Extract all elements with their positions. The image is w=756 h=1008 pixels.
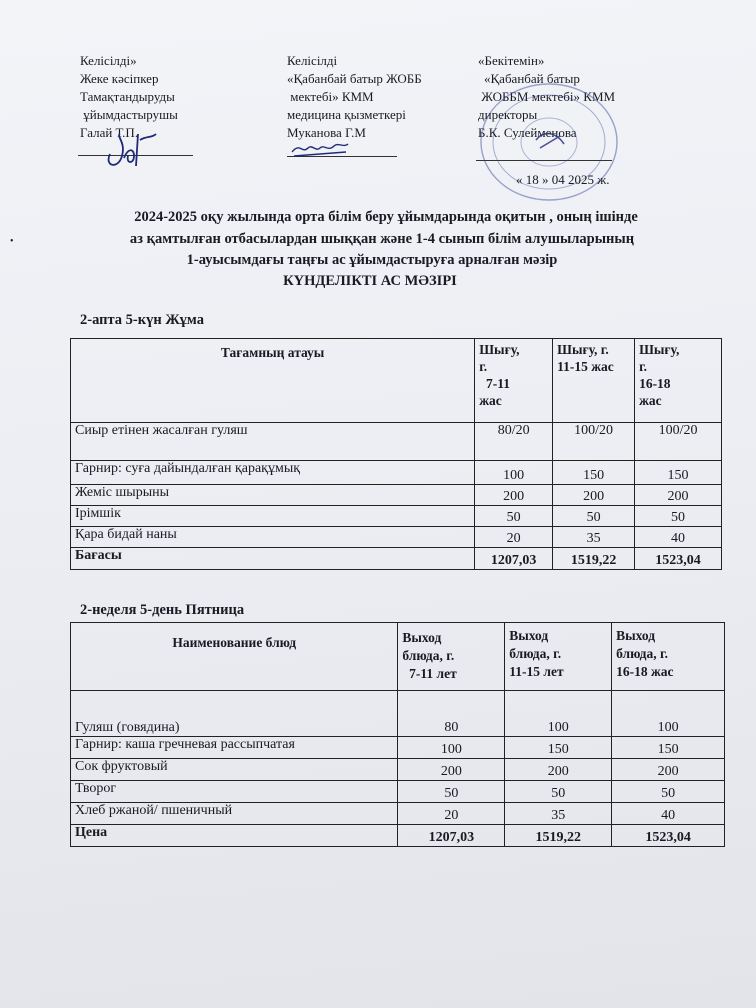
header-text: 16-18 bbox=[639, 376, 671, 391]
yield-value: 100 bbox=[398, 737, 505, 759]
document-title-line-2: аз қамтылған отбасылардан шыққан және 1-4 сынып білім алушыларының bbox=[129, 231, 635, 247]
yield-value: 50 bbox=[505, 781, 612, 803]
yield-value: 80/20 bbox=[475, 423, 553, 461]
price-value: 1519,22 bbox=[553, 548, 635, 570]
yield-value: 150 bbox=[635, 461, 722, 485]
total-label: Цена bbox=[71, 825, 398, 847]
header-text: жас bbox=[479, 393, 502, 408]
column-header-yield-11-15 bbox=[553, 339, 635, 423]
yield-value: 100 bbox=[475, 461, 553, 485]
dish-name: Гуляш (говядина) bbox=[71, 691, 398, 737]
yield-value: 50 bbox=[635, 506, 722, 527]
yield-value: 150 bbox=[505, 737, 612, 759]
approval-line: ұйымдастырушы bbox=[80, 107, 178, 122]
header-text: Выход bbox=[402, 630, 442, 645]
approval-line: мектебі» КММ bbox=[287, 89, 374, 104]
approval-date: « 18 » 04 2025 ж. bbox=[516, 172, 610, 187]
approval-line: Келісілді bbox=[287, 53, 338, 68]
dish-name: Жеміс шырыны bbox=[71, 485, 475, 506]
dish-name: Гарнир: суға дайындалған қарақұмық bbox=[71, 461, 475, 485]
yield-value: 200 bbox=[553, 485, 635, 506]
table-row bbox=[71, 423, 722, 461]
table-row bbox=[71, 759, 725, 781]
header-text: 11-15 жас bbox=[557, 359, 614, 374]
yield-value: 200 bbox=[635, 485, 722, 506]
table-header-row bbox=[71, 339, 722, 423]
approval-block-medic bbox=[287, 52, 422, 142]
column-header-yield-11-15 bbox=[505, 623, 612, 691]
yield-value: 40 bbox=[612, 803, 725, 825]
approval-line: ЖОББМ мектебі» КММ bbox=[478, 89, 616, 104]
table-header-row bbox=[71, 623, 725, 691]
column-header-name: Тағамның атауы bbox=[71, 339, 475, 423]
approval-line: Келісілді» bbox=[80, 53, 137, 68]
column-header-yield-16-18 bbox=[612, 623, 725, 691]
price-value: 1519,22 bbox=[505, 825, 612, 847]
yield-value: 200 bbox=[505, 759, 612, 781]
table-row bbox=[71, 506, 722, 527]
header-text: 16-18 жас bbox=[616, 664, 674, 679]
kz-menu-table bbox=[70, 338, 722, 570]
yield-value: 100/20 bbox=[553, 423, 635, 461]
header-text: Шығу, bbox=[479, 342, 520, 357]
document-title-line-3: 1-ауысымдағы таңғы ас ұйымдастыруға арналған мәзір bbox=[186, 252, 558, 268]
ru-menu-table bbox=[70, 622, 725, 847]
yield-value: 150 bbox=[612, 737, 725, 759]
official-seal-icon bbox=[474, 78, 624, 208]
approval-line: Б.К. Сулейменова bbox=[478, 125, 577, 140]
table-row bbox=[71, 803, 725, 825]
yield-value: 200 bbox=[612, 759, 725, 781]
yield-value: 100/20 bbox=[635, 423, 722, 461]
header-text: г. bbox=[639, 359, 648, 374]
approval-line: Тамақтандыруды bbox=[80, 89, 175, 104]
dish-name: Қара бидай наны bbox=[71, 527, 475, 548]
header-text: Выход bbox=[616, 628, 656, 643]
approval-line: «Қабанбай батыр bbox=[484, 71, 580, 86]
header-text: г. bbox=[479, 359, 488, 374]
margin-dot: • bbox=[10, 236, 14, 247]
approval-line: «Қабанбай батыр ЖОББ bbox=[287, 71, 422, 86]
signature-icon bbox=[290, 138, 350, 160]
header-text: 7-11 лет bbox=[402, 666, 457, 681]
yield-value: 35 bbox=[505, 803, 612, 825]
yield-value: 150 bbox=[553, 461, 635, 485]
header-text: 11-15 лет bbox=[509, 664, 564, 679]
yield-value: 80 bbox=[398, 691, 505, 737]
yield-value: 50 bbox=[553, 506, 635, 527]
header-text: Шығу, bbox=[639, 342, 680, 357]
price-value: 1207,03 bbox=[398, 825, 505, 847]
dish-name: Ірімшік bbox=[71, 506, 475, 527]
kz-day-label: 2-апта 5-күн Жұма bbox=[80, 312, 204, 328]
header-text: блюда, г. bbox=[402, 648, 455, 663]
dish-name: Хлеб ржаной/ пшеничный bbox=[71, 803, 398, 825]
header-text: блюда, г. bbox=[509, 646, 562, 661]
yield-value: 20 bbox=[398, 803, 505, 825]
column-header-yield-16-18 bbox=[635, 339, 722, 423]
table-total-row bbox=[71, 548, 722, 570]
document-title-line-4: КҮНДЕЛІКТІ АС МӘЗІРІ bbox=[283, 273, 457, 289]
header-text: 7-11 bbox=[479, 376, 510, 391]
header-text: Шығу, г. bbox=[557, 342, 609, 357]
yield-value: 200 bbox=[475, 485, 553, 506]
table-row bbox=[71, 527, 722, 548]
header-text: Выход bbox=[509, 628, 549, 643]
column-header-yield-7-11 bbox=[398, 623, 505, 691]
column-header-name: Наименование блюд bbox=[71, 623, 398, 691]
ru-day-label: 2-неделя 5-день Пятница bbox=[80, 602, 245, 618]
approval-line: Жеке кәсіпкер bbox=[80, 71, 159, 86]
yield-value: 100 bbox=[612, 691, 725, 737]
approval-line: «Бекітемін» bbox=[478, 53, 545, 68]
document-title-line-1: 2024-2025 оқу жылында орта білім беру ұйымдарында оқитын , оның ішінде bbox=[134, 209, 638, 225]
yield-value: 50 bbox=[612, 781, 725, 803]
table-row bbox=[71, 485, 722, 506]
yield-value: 100 bbox=[505, 691, 612, 737]
total-label: Бағасы bbox=[71, 548, 475, 570]
yield-value: 20 bbox=[475, 527, 553, 548]
approval-line: Галай Т.П. bbox=[80, 125, 139, 140]
table-row bbox=[71, 737, 725, 759]
approval-line: Муканова Г.М bbox=[287, 125, 366, 140]
yield-value: 35 bbox=[553, 527, 635, 548]
dish-name: Творог bbox=[71, 781, 398, 803]
price-value: 1523,04 bbox=[612, 825, 725, 847]
header-text: жас bbox=[639, 393, 662, 408]
table-total-row bbox=[71, 825, 725, 847]
dish-name: Гарнир: каша гречневая рассыпчатая bbox=[71, 737, 398, 759]
yield-value: 200 bbox=[398, 759, 505, 781]
yield-value: 40 bbox=[635, 527, 722, 548]
table-row bbox=[71, 691, 725, 737]
header-text: блюда, г. bbox=[616, 646, 668, 661]
price-value: 1523,04 bbox=[635, 548, 722, 570]
approval-line: медицина қызметкері bbox=[287, 107, 406, 122]
price-value: 1207,03 bbox=[475, 548, 553, 570]
yield-value: 50 bbox=[475, 506, 553, 527]
column-header-yield-7-11 bbox=[475, 339, 553, 423]
table-row bbox=[71, 781, 725, 803]
table-row bbox=[71, 461, 722, 485]
approval-line: директоры bbox=[478, 107, 538, 122]
dish-name: Сок фруктовый bbox=[71, 759, 398, 781]
signature-icon bbox=[100, 126, 160, 174]
yield-value: 50 bbox=[398, 781, 505, 803]
dish-name: Сиыр етінен жасалған гуляш bbox=[71, 423, 475, 461]
